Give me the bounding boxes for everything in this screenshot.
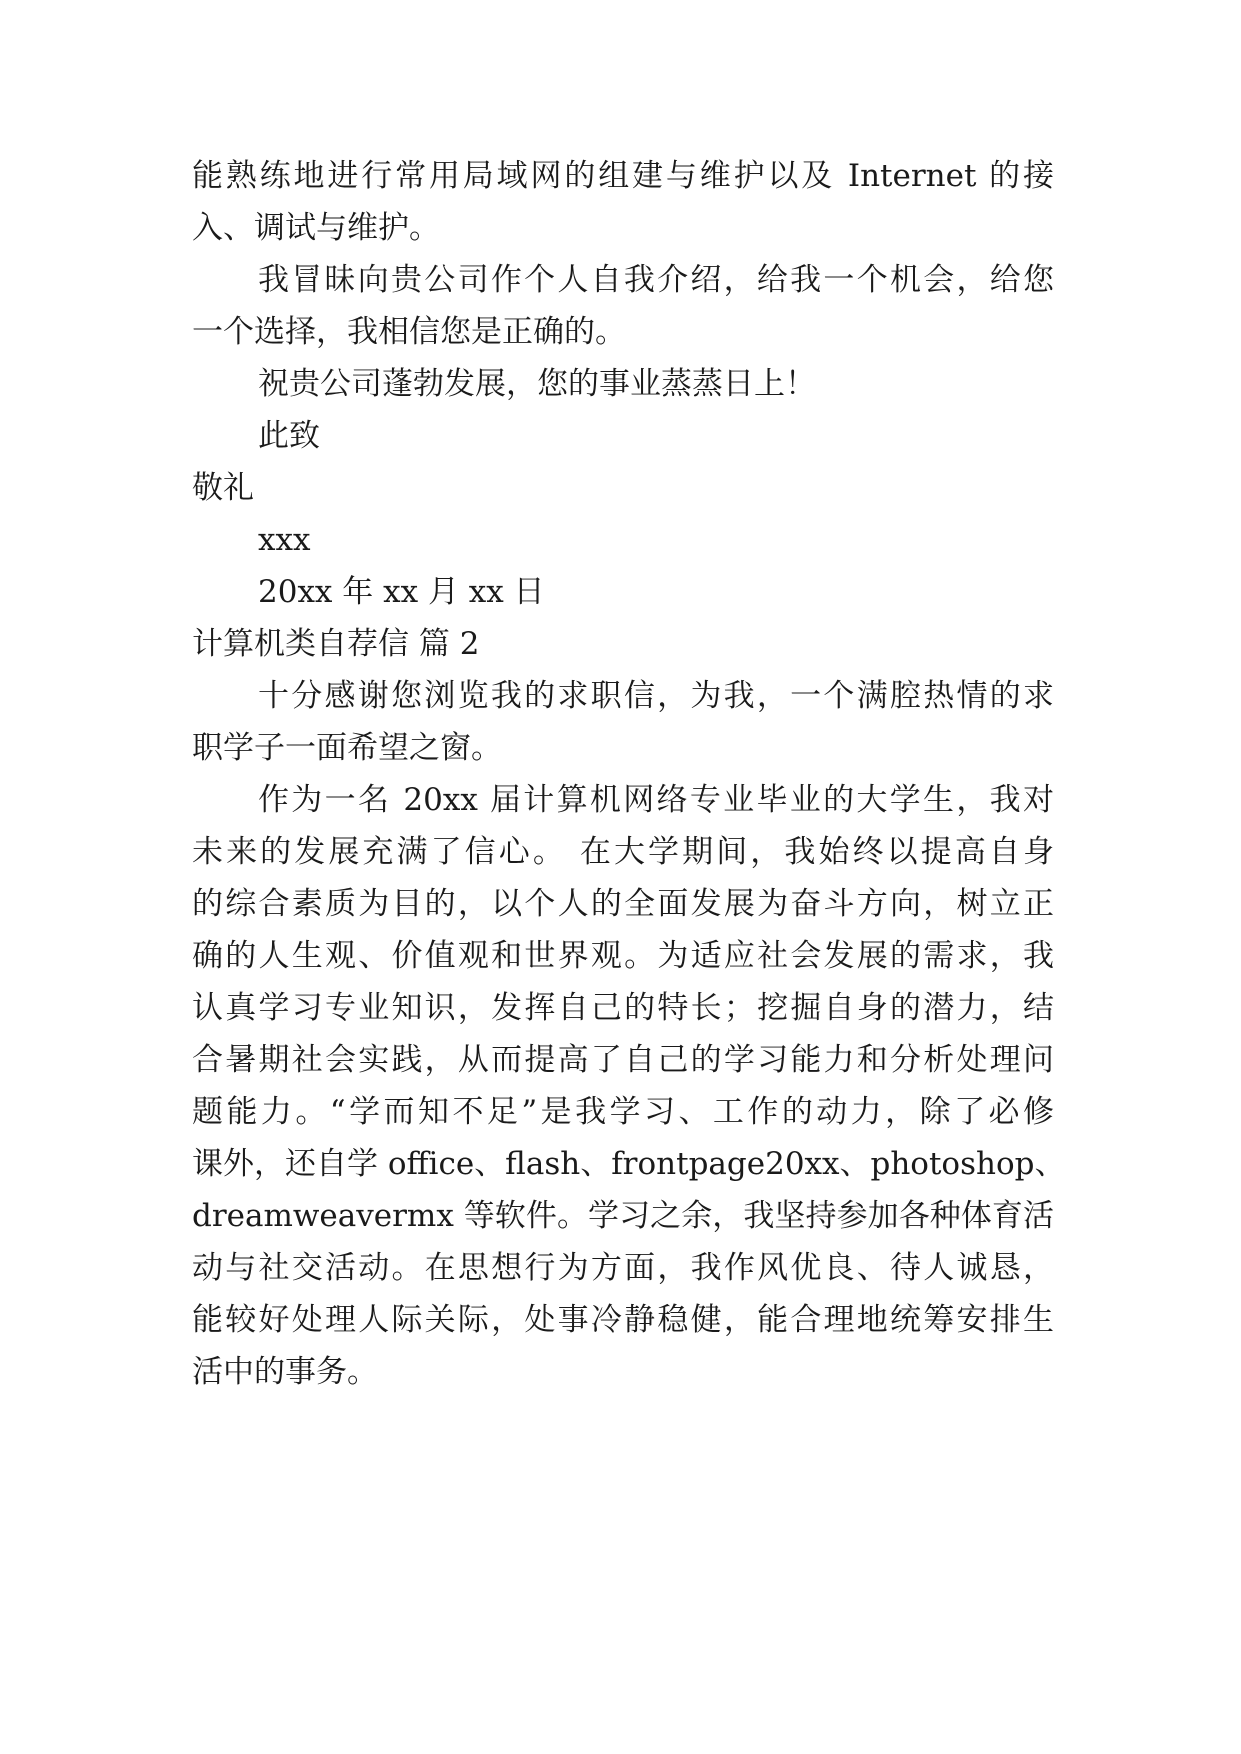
paragraph-line: 课外，还自学 office、flash、frontpage20xx、photoshop、: [192, 1146, 1066, 1182]
closing-regards: 敬礼: [192, 470, 254, 506]
paragraph-line: 能熟练地进行常用局域网的组建与维护以及 Internet 的接: [192, 158, 1054, 194]
paragraph-line: 题能力。“学而知不足”是我学习、工作的动力，除了必修: [192, 1094, 1054, 1130]
signature-date: 20xx 年 xx 月 xx 日: [258, 574, 545, 610]
paragraph-line: 我冒昧向贵公司作个人自我介绍，给我一个机会，给您: [258, 262, 1054, 298]
paragraph-line: 职学子一面希望之窗。: [192, 730, 502, 766]
section-heading: 计算机类自荐信 篇 2: [192, 626, 480, 662]
signature-name: xxx: [258, 522, 311, 558]
paragraph-line: dreamweavermx 等软件。学习之余，我坚持参加各种体育活: [192, 1198, 1054, 1234]
paragraph-line: 入、调试与维护。: [192, 210, 440, 246]
paragraph-line: 作为一名 20xx 届计算机网络专业毕业的大学生，我对: [258, 782, 1054, 818]
paragraph-line: 能较好处理人际关际，处事冷静稳健，能合理地统筹安排生: [192, 1302, 1054, 1338]
paragraph-line: 认真学习专业知识，发挥自己的特长；挖掘自身的潜力，结: [192, 990, 1054, 1026]
paragraph-line: 活中的事务。: [192, 1354, 378, 1390]
paragraph-line: 未来的发展充满了信心。 在大学期间，我始终以提高自身: [192, 834, 1054, 870]
paragraph-line: 祝贵公司蓬勃发展，您的事业蒸蒸日上！: [258, 366, 816, 402]
closing-salutation: 此致: [258, 418, 320, 454]
paragraph-line: 的综合素质为目的，以个人的全面发展为奋斗方向，树立正: [192, 886, 1054, 922]
paragraph-line: 确的人生观、价值观和世界观。为适应社会发展的需求，我: [192, 938, 1054, 974]
paragraph-line: 动与社交活动。在思想行为方面，我作风优良、待人诚恳，: [192, 1250, 1054, 1286]
paragraph-line: 一个选择，我相信您是正确的。: [192, 314, 626, 350]
paragraph-line: 合暑期社会实践，从而提高了自己的学习能力和分析处理问: [192, 1042, 1054, 1078]
paragraph-line: 十分感谢您浏览我的求职信，为我，一个满腔热情的求: [258, 678, 1054, 714]
